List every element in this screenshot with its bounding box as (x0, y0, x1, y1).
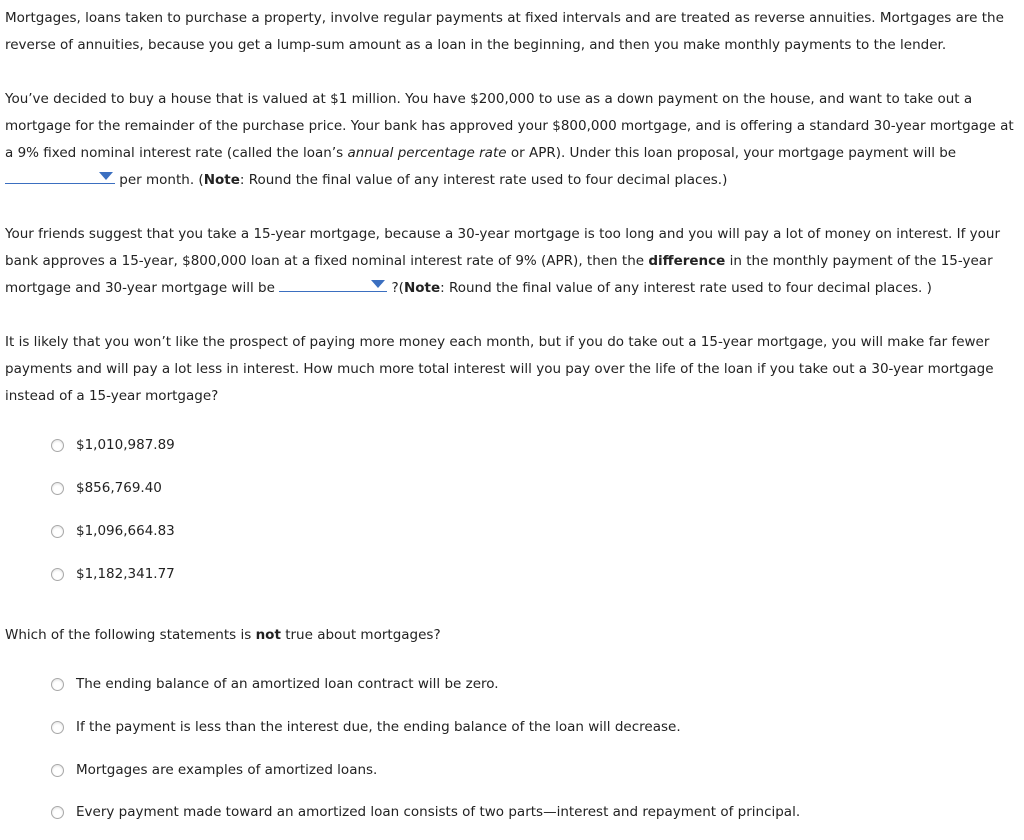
chevron-down-icon (99, 172, 113, 180)
chevron-down-icon (371, 280, 385, 288)
q2-text-after-dropdown: ?( (387, 280, 404, 296)
q3-option-1[interactable] (51, 436, 175, 454)
question-3-paragraph (5, 329, 1021, 410)
q4-text-b: true about mortgages? (280, 627, 441, 643)
q1-text-after-dropdown: per month. ( (115, 172, 204, 188)
q1-note-text: : Round the final value of any interest rate used to four decimal places.) (239, 172, 728, 188)
option-label: If the payment is less than the interest due, the ending balance of the loan will decrease. (76, 719, 681, 735)
q2-note-label: Note (403, 280, 441, 296)
q4-option-1[interactable] (51, 675, 499, 693)
q1-note-label: Note (203, 172, 240, 188)
q1-italic-term: annual percentage rate (347, 145, 507, 161)
question-4-paragraph (5, 622, 1021, 649)
radio-button[interactable] (51, 721, 64, 734)
radio-button[interactable] (51, 525, 64, 538)
option-label: Mortgages are examples of amortized loans. (76, 762, 378, 778)
option-label: Every payment made toward an amortized loan consists of two parts—interest and repayment of principal. (76, 804, 801, 820)
option-label: The ending balance of an amortized loan contract will be zero. (76, 676, 499, 692)
q4-option-4[interactable] (51, 803, 800, 821)
option-label: $1,182,341.77 (76, 566, 175, 582)
q2-bold-term: difference (648, 253, 726, 269)
q3-option-3[interactable] (51, 522, 175, 540)
q4-bold-term: not (255, 627, 281, 643)
option-label: $1,096,664.83 (76, 523, 175, 539)
monthly-payment-dropdown[interactable] (5, 167, 115, 184)
radio-button[interactable] (51, 439, 64, 452)
intro-paragraph (5, 5, 1021, 59)
radio-button[interactable] (51, 764, 64, 777)
q1-text-b: or APR). Under this loan proposal, your mortgage payment will be (506, 145, 957, 161)
radio-button[interactable] (51, 806, 64, 819)
q2-note-text: : Round the final value of any interest rate used to four decimal places. ) (440, 280, 932, 296)
radio-button[interactable] (51, 482, 64, 495)
payment-difference-dropdown[interactable] (279, 275, 387, 292)
question-1-paragraph (5, 86, 1021, 194)
q3-option-4[interactable] (51, 565, 175, 583)
option-label: $1,010,987.89 (76, 437, 175, 453)
intro-text: Mortgages, loans taken to purchase a property, involve regular payments at fixed intervals and are treated as reverse annuities. Mortgages are the reverse of annuities, because you get a lump-sum amount as a loan in the beginning, and then you make monthly payments to the lender. (5, 10, 1004, 53)
q4-option-3[interactable] (51, 761, 377, 779)
radio-button[interactable] (51, 678, 64, 691)
radio-button[interactable] (51, 568, 64, 581)
question-2-paragraph (5, 221, 1021, 302)
option-label: $856,769.40 (76, 480, 162, 496)
q3-option-2[interactable] (51, 479, 162, 497)
q1-text-a: You’ve decided to buy a house that is valued at $1 million. You have $200,000 to use as a down payment on the house, and want to take out a mortgage for the remainder of the purchase price. Your bank has approved your $800,000 mortgage, and is offering a standard 30-year mortgage at a 9% fixed nominal interest rate (called the loan’s (5, 91, 1014, 161)
q4-text-a: Which of the following statements is (5, 627, 256, 643)
q3-text: It is likely that you won’t like the prospect of paying more money each month, but if you do take out a 15-year mortgage, you will make far fewer payments and will pay a lot less in interest. How much more total interest will you pay over the life of the loan if you take out a 30-year mortgage instead of a 15-year mortgage? (5, 334, 994, 404)
q4-option-2[interactable] (51, 718, 681, 736)
q2-text-a: Your friends suggest that you take a 15-year mortgage, because a 30-year mortgage is too long and you will pay a lot of money on interest. If your bank approves a 15-year, $800,000 loan at a fixed nominal interest rate of 9% (APR), then the (5, 226, 1000, 269)
q2-text-b: in the monthly payment of the 15-year mortgage and 30-year mortgage will be (5, 253, 993, 296)
